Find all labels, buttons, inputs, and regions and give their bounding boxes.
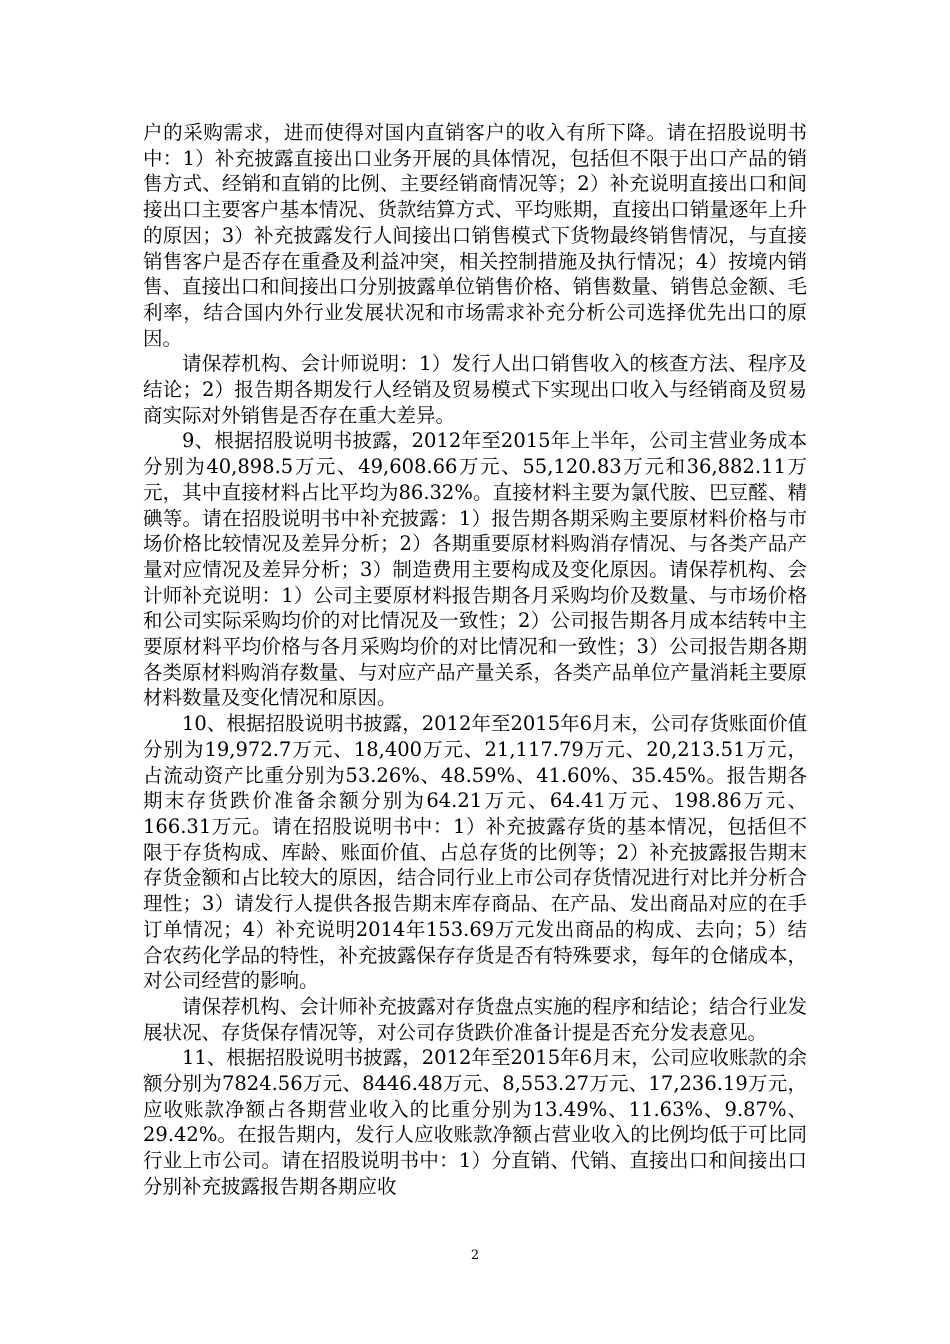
page-number: 2 — [470, 1248, 480, 1263]
paragraph-sponsor-note-2: 请保荐机构、会计师补充披露对存货盘点实施的程序和结论；结合行业发展状况、存货保存情况等，对公司存货跌价准备计提是否充分发表意见。 — [143, 994, 807, 1044]
document-body — [143, 120, 807, 1200]
paragraph-continuation: 户的采购需求，进而使得对国内直销客户的收入有所下降。请在招股说明书中：1）补充披露直接出口业务开展的具体情况，包括但不限于出口产品的销售方式、经销和直销的比例、主要经销商情况等；2）补充说明直接出口和间接出口主要客户基本情况、货款结算方式、平均账期，直接出口销量逐年上升的原因；3）补充披露发行人间接出口销售模式下货物最终销售情况，与直接销售客户是否存在重叠及利益冲突，相关控制措施及执行情况；4）按境内销售、直接出口和间接出口分别披露单位销售价格、销售数量、销售总金额、毛利率，结合国内外行业发展状况和市场需求补充分析公司选择优先出口的原因。 — [143, 121, 807, 350]
paragraph-item-9: 9、根据招股说明书披露，2012年至2015年上半年，公司主营业务成本分别为40,898.5万元、49,608.66万元、55,120.83万元和36,882.11万元，其中直接材料占比平均为86.32%。直接材料主要为氯代胺、巴豆醛、精碘等。请在招股说明书中补充披露：1）报告期各期采购主要原材料价格与市场价格比较情况及差异分析；2）各期重要原材料购消存情况、与各类产品产量对应情况及差异分析；3）制造费用主要构成及变化原因。请保荐机构、会计师补充说明：1）公司主要原材料报告期各月采购均价及数量、与市场价格和公司实际采购均价的对比情况及一致性；2）公司报告期各月成本结转中主要原材料平均价格与各月采购均价的对比情况和一致性；3）公司报告期各期各类原材料购消存数量、与对应产品产量关系，各类产品单位产量消耗主要原材料数量及变化情况和原因。 — [143, 429, 807, 710]
paragraph-sponsor-note-1: 请保荐机构、会计师说明：1）发行人出口销售收入的核查方法、程序及结论；2）报告期各期发行人经销及贸易模式下实现出口收入与经销商及贸易商实际对外销售是否存在重大差异。 — [143, 352, 807, 427]
paragraph-item-10: 10、根据招股说明书披露，2012年至2015年6月末，公司存货账面价值分别为19,972.7万元、18,400万元、21,117.79万元、20,213.51万元，占流动资产比重分别为53.26%、48.59%、41.60%、35.45%。报告期各期末存货跌价准备余额分别为64.21万元、64.41万元、198.86万元、166.31万元。请在招股说明书中：1）补充披露存货的基本情况，包括但不限于存货构成、库龄、账面价值、占总存货的比例等；2）补充披露报告期末存货金额和占比较大的原因，结合同行业上市公司存货情况进行对比并分析合理性；3）请发行人提供各报告期末库存商品、在产品、发出商品对应的在手订单情况；4）补充说明2014年153.69万元发出商品的构成、去向；5）结合农药化学品的特性，补充披露保存存货是否有特殊要求，每年的仓储成本，对公司经营的影响。 — [143, 712, 807, 993]
paragraph-item-11: 11、根据招股说明书披露，2012年至2015年6月末，公司应收账款的余额分别为7824.56万元、8446.48万元、8,553.27万元、17,236.19万元，应收账款净额占各期营业收入的比重分别为13.49%、11.63%、9.87%、29.42%。在报告期内，发行人应收账款净额占营业收入的比例均低于可比同行业上市公司。请在招股说明书中：1）分直销、代销、直接出口和间接出口分别补充披露报告期各期应收 — [143, 1046, 807, 1198]
